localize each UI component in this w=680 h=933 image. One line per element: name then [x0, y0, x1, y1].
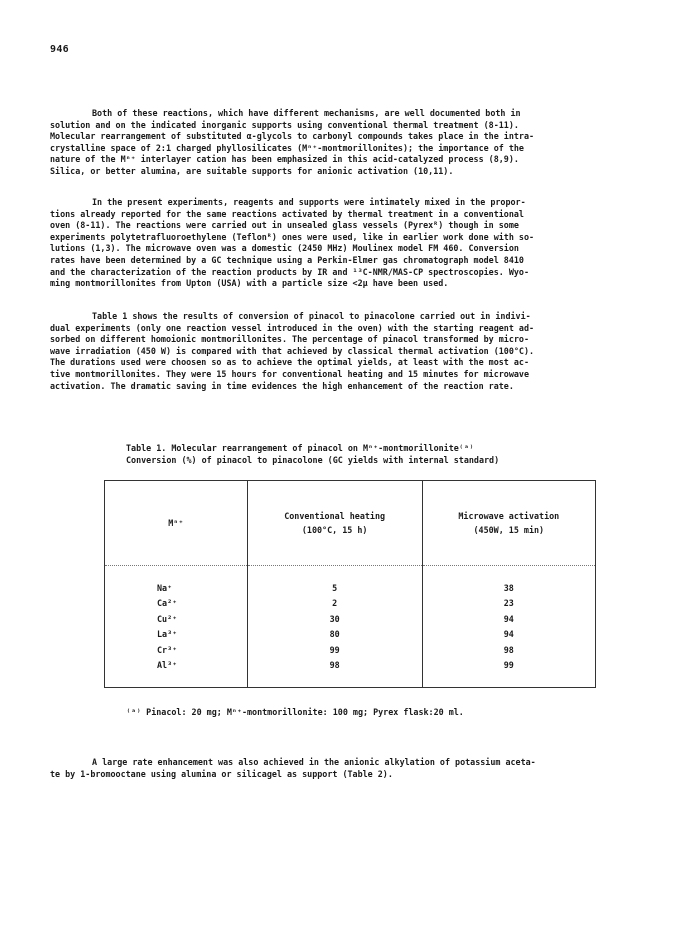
header-conventional-line-2: (100°C, 15 h) [301, 525, 368, 535]
table-row [105, 658, 596, 688]
cell-microwave: 94 [503, 629, 514, 640]
table-header-row [105, 481, 596, 566]
cell-cation: Ca²⁺ [105, 596, 248, 612]
text-line: sorbed on different homoionic montmorillonites. The percentage of pinacol transformed by micro- [50, 334, 530, 345]
cell-microwave: 94 [503, 613, 514, 624]
text-line: Silica, or better alumina, are suitable supports for anionic activation (10,11). [50, 165, 454, 176]
table-caption [126, 442, 596, 466]
text-line: A large rate enhancement was also achieved in the anionic alkylation of potassium aceta- [92, 757, 536, 767]
cell-cation: Al³⁺ [105, 658, 248, 688]
paragraph-2 [50, 197, 634, 290]
text-line: In the present experiments, reagents and supports were intimately mixed in the propor- [92, 197, 526, 207]
header-microwave [422, 481, 595, 566]
cell-microwave: 98 [503, 644, 514, 655]
table-footnote: ⁽ᵃ⁾ Pinacol: 20 mg; Mⁿ⁺-montmorillonite: 100 mg; Pyrex flask:20 ml. [126, 707, 464, 717]
text-line: Molecular rearrangement of substituted α-glycols to carbonyl compounds takes place in the intra- [50, 131, 535, 142]
table-row [105, 566, 596, 596]
header-conventional-line-1: Conventional heating [284, 511, 386, 521]
paragraph-4 [50, 757, 634, 780]
text-line: Both of these reactions, which have different mechanisms, are well documented both in [92, 108, 521, 118]
table-row [105, 642, 596, 658]
table-label: Table 1. [126, 443, 167, 453]
cell-microwave: 99 [503, 660, 514, 671]
table-title-line [126, 442, 596, 454]
cell-microwave: 23 [503, 598, 514, 609]
paragraph-1 [50, 108, 634, 178]
cell-conventional: 30 [247, 611, 422, 627]
table-subtitle: Conversion (%) of pinacol to pinacolone (GC yields with internal standard) [126, 455, 500, 465]
table-row [105, 611, 596, 627]
text-line: rates have been determined by a GC technique using a Perkin-Elmer gas chromatograph model 8410 [50, 254, 524, 265]
header-conventional [247, 481, 422, 566]
header-microwave-line-2: (450W, 15 min) [473, 525, 545, 535]
text-line: wave irradiation (450 W) is compared with that achieved by classical thermal activation (100°C). [50, 345, 535, 356]
table-title: Molecular rearrangement of pinacol on Mⁿ⁺-montmorillonite⁽ᵃ⁾ [171, 443, 474, 453]
text-line: crystalline space of 2:1 charged phyllosilicates (Mⁿ⁺-montmorillonites); the importance of the [50, 142, 524, 153]
cell-cation: Cu²⁺ [105, 611, 248, 627]
text-line: tions already reported for the same reactions activated by thermal treatment in a conventional [50, 208, 524, 219]
header-cation: Mⁿ⁺ [105, 481, 248, 566]
text-line: dual experiments (only one reaction vessel introduced in the oven) with the starting reagent ad- [50, 322, 535, 333]
cell-conventional: 80 [247, 627, 422, 643]
text-line: solution and on the indicated inorganic supports using conventional thermal treatment (8-11). [50, 119, 519, 130]
table-row [105, 596, 596, 612]
cell-cation: Cr³⁺ [105, 642, 248, 658]
paragraph-3 [50, 311, 634, 392]
text-line: Table 1 shows the results of conversion of pinacol to pinacolone carried out in indivi- [92, 311, 531, 321]
cell-cation: Na⁺ [105, 566, 248, 596]
text-line: The durations used were choosen so as to achieve the optimal yields, at least with the most ac- [50, 357, 530, 368]
text-line: ming montmorillonites from Upton (USA) with a particle size <2μ have been used. [50, 278, 449, 289]
text-line: experiments polytetrafluoroethylene (Teflonᴿ) ones were used, like in earlier work done with so- [50, 231, 535, 242]
text-line: and the characterization of the reaction products by IR and ¹³C-NMR/MAS-CP spectroscopies. Wyo- [50, 266, 530, 277]
cell-conventional: 99 [247, 642, 422, 658]
cell-cation: La³⁺ [105, 627, 248, 643]
text-line: oven (8-11). The reactions were carried out in unsealed glass vessels (Pyrexᴿ) though in some [50, 220, 519, 231]
text-line: lutions (1,3). The microwave oven was a domestic (2450 MHz) Moulinex model FM 460. Conversion [50, 243, 519, 254]
table-row [105, 627, 596, 643]
page-number: 946 [50, 44, 69, 55]
header-microwave-line-1: Microwave activation [458, 511, 560, 521]
cell-microwave: 38 [503, 582, 514, 593]
cell-conventional: 98 [247, 658, 422, 688]
cell-conventional: 2 [247, 596, 422, 612]
text-line: te by 1-bromooctane using alumina or silicagel as support (Table 2). [50, 768, 393, 779]
text-line: nature of the Mⁿ⁺ interlayer cation has been emphasized in this acid-catalyzed process (8,9). [50, 154, 519, 165]
text-line: tive montmorillonites. They were 15 hours for conventional heating and 15 minutes for microwave [50, 368, 530, 379]
results-table [104, 480, 596, 688]
cell-conventional: 5 [247, 566, 422, 596]
text-line: activation. The dramatic saving in time evidences the high enhancement of the reaction rate. [50, 380, 514, 391]
